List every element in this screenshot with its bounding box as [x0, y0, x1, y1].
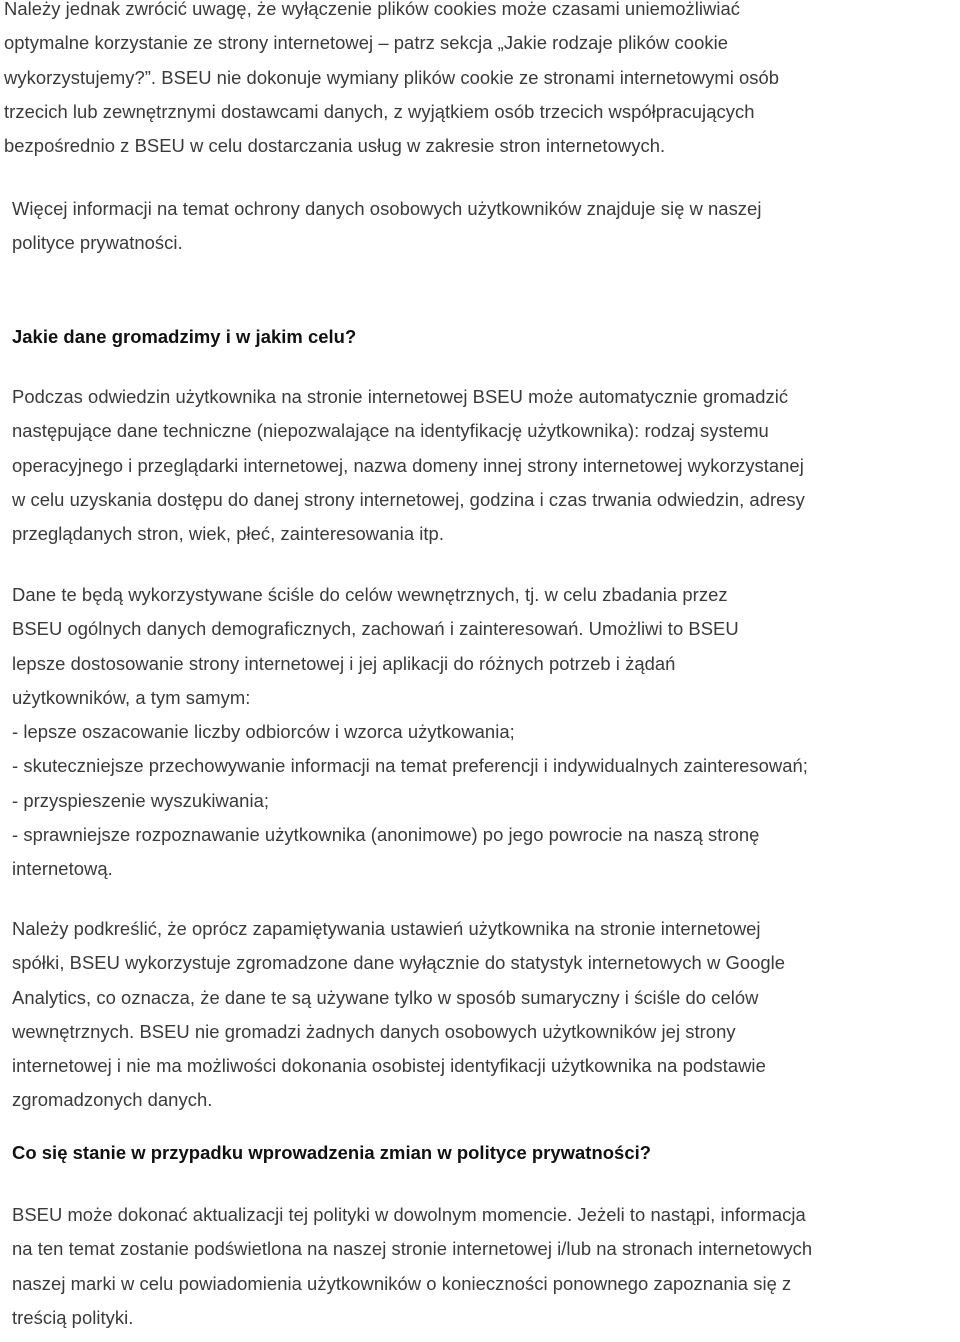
- text-line: treścią polityki.: [12, 1306, 134, 1328]
- text-line: Należy jednak zwrócić uwagę, że wyłączenie plików cookies może czasami uniemożliwiać: [4, 0, 741, 19]
- text-line: lepsze dostosowanie strony internetowej i jej aplikacji do różnych potrzeb i żądań: [12, 652, 676, 674]
- text-line: internetową.: [12, 858, 113, 880]
- text-line: naszej marki w celu powiadomienia użytkowników o konieczności ponownego zapoznania się z: [12, 1272, 792, 1294]
- text-line: na ten temat zostanie podświetlona na naszej stronie internetowej i/lub na stronach internetowych: [12, 1238, 813, 1260]
- text-line: internetowej i nie ma możliwości dokonania osobistej identyfikacji użytkownika na podstawie: [12, 1055, 766, 1077]
- heading-text: Co się stanie w przypadku wprowadzenia zmian w polityce prywatności?: [12, 1142, 652, 1163]
- text-line: wewnętrznych. BSEU nie gromadzi żadnych danych osobowych użytkowników jej strony: [12, 1020, 736, 1042]
- text-line: Więcej informacji na temat ochrony danych osobowych użytkowników znajduje się w naszej: [12, 198, 762, 219]
- text-line: następujące dane techniczne (niepozwalające na identyfikację użytkownika): rodzaj systemu: [12, 420, 769, 442]
- text-line: BSEU może dokonać aktualizacji tej polityki w dowolnym momencie. Jeżeli to nastąpi, informacja: [12, 1204, 806, 1225]
- section-heading-data-collected: [12, 320, 958, 354]
- text-line: optymalne korzystanie ze strony internetowej – patrz sekcja „Jakie rodzaje plików cookie: [4, 32, 729, 54]
- text-line: Analytics, co oznacza, że dane te są używane tylko w sposób sumaryczny i ściśle do celów: [12, 986, 759, 1008]
- text-line: zgromadzonych danych.: [12, 1089, 213, 1111]
- list-item: - przyspieszenie wyszukiwania;: [12, 789, 270, 811]
- list-item: - skuteczniejsze przechowywanie informacji na temat preferencji i indywidualnych zainteresowań;: [12, 755, 808, 777]
- text-line: użytkowników, a tym samym:: [12, 686, 251, 708]
- list-item: - lepsze oszacowanie liczby odbiorców i wzorca użytkowania;: [12, 721, 515, 743]
- paragraph-technical-data: [12, 380, 958, 551]
- text-line: trzecich lub zewnętrznymi dostawcami danych, z wyjątkiem osób trzecich współpracujących: [4, 100, 755, 122]
- section-heading-policy-changes: [12, 1136, 958, 1170]
- text-line: wykorzystujemy?”. BSEU nie dokonuje wymiany plików cookie ze stronami internetowymi osób: [4, 66, 780, 88]
- paragraph-policy-updates: [12, 1198, 958, 1335]
- list-item: - sprawniejsze rozpoznawanie użytkownika (anonimowe) po jego powrocie na naszą stronę: [12, 824, 760, 846]
- text-line: polityce prywatności.: [12, 232, 183, 254]
- text-line: bezpośrednio z BSEU w celu dostarczania usług w zakresie stron internetowych.: [4, 135, 666, 157]
- heading-text: Jakie dane gromadzimy i w jakim celu?: [12, 326, 357, 347]
- text-line: spółki, BSEU wykorzystuje zgromadzone dane wyłącznie do statystyk internetowych w Google: [12, 952, 786, 974]
- paragraph-privacy-info: [12, 192, 958, 261]
- paragraph-google-analytics: [12, 912, 958, 1118]
- text-line: BSEU ogólnych danych demograficznych, zachowań i zainteresowań. Umożliwi to BSEU: [12, 618, 739, 640]
- paragraph-cookies-warning: [4, 0, 950, 163]
- text-line: operacyjnego i przeglądarki internetowej, nazwa domeny innej strony internetowej wykorzystanej: [12, 454, 804, 476]
- text-line: przeglądanych stron, wiek, płeć, zainteresowania itp.: [12, 523, 444, 545]
- paragraph-internal-purposes: [12, 578, 958, 887]
- text-line: w celu uzyskania dostępu do danej strony internetowej, godzina i czas trwania odwiedzin, adresy: [12, 488, 805, 510]
- text-line: Należy podkreślić, że oprócz zapamiętywania ustawień użytkownika na stronie internetowej: [12, 918, 761, 939]
- text-line: Dane te będą wykorzystywane ściśle do celów wewnętrznych, tj. w celu zbadania przez: [12, 584, 728, 605]
- text-line: Podczas odwiedzin użytkownika na stronie internetowej BSEU może automatycznie gromadzić: [12, 386, 789, 407]
